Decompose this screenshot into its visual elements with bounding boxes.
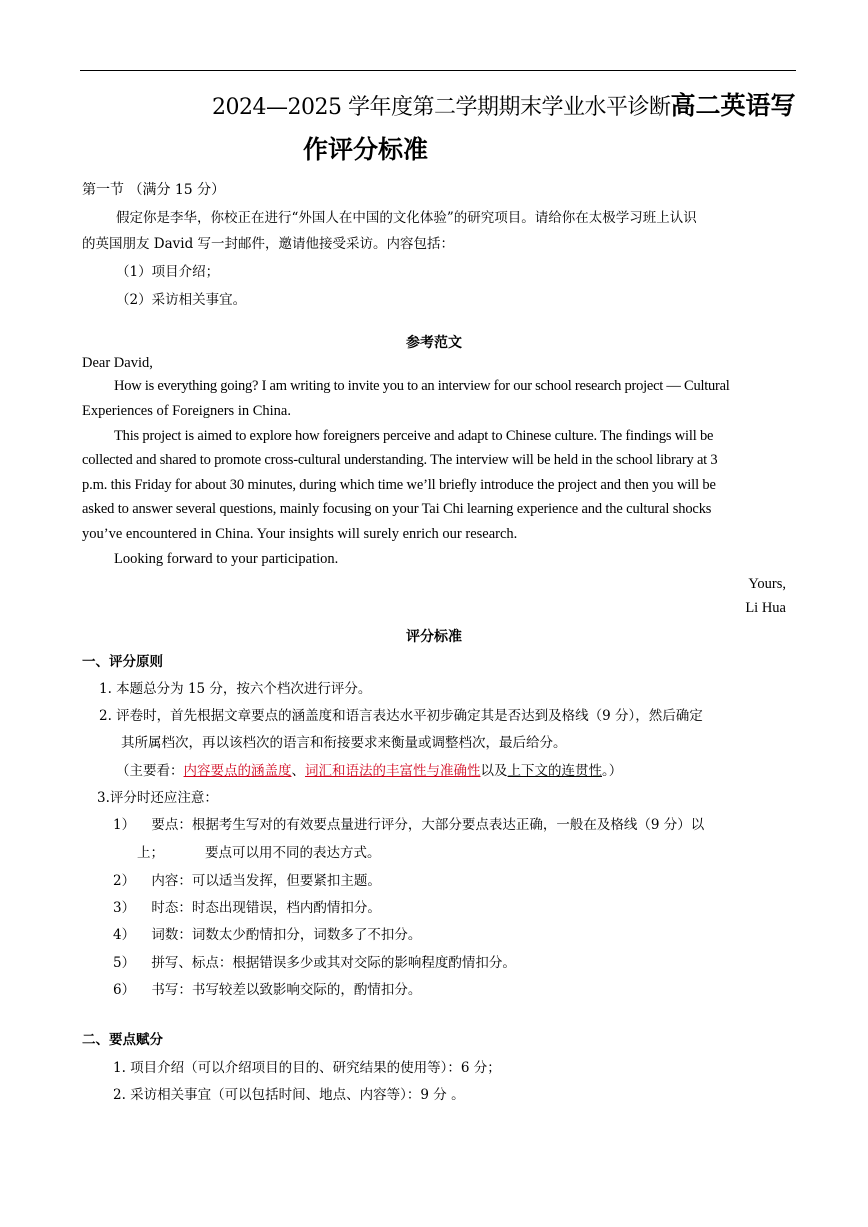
letter-greeting: Dear David, <box>82 355 153 371</box>
prompt-line-2: 的英国朋友 David 写一封邮件，邀请他接受采访。内容包括： <box>82 236 455 252</box>
section-label: 第一节 （满分 15 分） <box>82 182 226 198</box>
item-number: 5） <box>113 955 136 971</box>
letter-signature: Li Hua <box>745 600 786 616</box>
item-text: 词数：词数太少酌情扣分，词数多了不扣分。 <box>151 927 422 943</box>
item-text: 书写：书写较差以致影响交际的，酌情扣分。 <box>151 982 422 998</box>
scoring-point-1: 1. 项目介绍（可以介绍项目的目的、研究结果的使用等）：6 分； <box>113 1060 501 1076</box>
letter-p3: Looking forward to your participation. <box>114 551 339 567</box>
letter-p1-line-2: Experiences of Foreigners in China. <box>82 403 291 419</box>
rule-2-line-1: 2. 评卷时，首先根据文章要点的涵盖度和语言表达水平初步确定其是否达到及格线（9 分），然后确定 <box>99 708 703 724</box>
note-item-3 <box>113 896 381 916</box>
principles-title: 一、评分原则 <box>82 654 163 670</box>
note-coverage: 内容要点的涵盖度 <box>183 763 292 779</box>
letter-closing: Yours, <box>748 576 786 592</box>
note-item-2 <box>113 869 381 889</box>
content-point-2: （2）采访相关事宜。 <box>116 292 247 308</box>
note-richness-accuracy: 词汇和语法的丰富性与准确性 <box>305 763 481 779</box>
item-text: 要点：根据考生写对的有效要点量进行评分，大部分要点表达正确，一般在及格线（9 分）以 <box>151 817 705 833</box>
scoring-points-title: 二、要点赋分 <box>82 1032 163 1048</box>
page-title <box>212 86 796 122</box>
header-rule <box>80 70 796 71</box>
title-part-1: 2024—2025 学年度第二学期期末学业水平诊断 <box>212 95 671 120</box>
letter-p2-line-4: asked to answer several questions, mainly focusing on your Tai Chi learning experience and the cultural shocks <box>82 501 712 517</box>
rule-2-line-2: 其所属档次，再以该档次的语言和衔接要求来衡量或调整档次，最后给分。 <box>121 735 567 751</box>
item-number: 2） <box>113 873 136 889</box>
item-text: 内容：可以适当发挥，但要紧扣主题。 <box>151 873 381 889</box>
letter-p2-line-3: p.m. this Friday for about 30 minutes, during which time we’ll briefly introduce the project and then you will be <box>82 477 716 493</box>
item-number: 4） <box>113 927 136 943</box>
criteria-heading: 评分标准 <box>406 629 462 645</box>
key-focus-note <box>116 759 622 779</box>
note-coherence: 上下文的连贯性 <box>507 763 602 779</box>
letter-p1-line-1: How is everything going? I am writing to invite you to an interview for our school research project — Cultural <box>114 378 730 394</box>
note-separator: 、 <box>291 763 305 779</box>
note-item-6 <box>113 978 421 998</box>
note-item-4 <box>113 923 421 943</box>
content-point-1: （1）项目介绍； <box>116 264 220 280</box>
note-close: 。） <box>602 763 623 779</box>
item-number: 6） <box>113 982 136 998</box>
item-text: 拼写、标点：根据错误多少或其对交际的影响程度酌情扣分。 <box>151 955 516 971</box>
scoring-point-2: 2. 采访相关事宜（可以包括时间、地点、内容等）：9 分 。 <box>113 1087 465 1103</box>
item-number: 3） <box>113 900 136 916</box>
letter-p2-line-2: collected and shared to promote cross-cultural understanding. The interview will be held in the school library at 3 <box>82 452 718 468</box>
rule-1: 1. 本题总分为 15 分，按六个档次进行评分。 <box>99 681 372 697</box>
item-text: 时态：时态出现错误，档内酌情扣分。 <box>151 900 381 916</box>
note-open: （主要看： <box>116 763 184 779</box>
letter-p2-line-5: you’ve encountered in China. Your insights will surely enrich our research. <box>82 526 518 542</box>
note-item-5 <box>113 951 516 971</box>
note-item-1 <box>113 813 704 833</box>
page-title-line-2: 作评分标准 <box>303 135 429 164</box>
item-number: 1） <box>113 817 136 833</box>
letter-p2-line-1: This project is aimed to explore how foreigners perceive and adapt to Chinese culture. The findings will be <box>114 428 714 444</box>
title-part-2: 高二英语写 <box>670 91 796 120</box>
note-and: 以及 <box>480 763 508 779</box>
sample-heading: 参考范文 <box>406 335 462 351</box>
note-item-1-cont-b: 要点可以用不同的表达方式。 <box>205 845 381 861</box>
note-item-1-cont-a: 上； <box>137 845 164 861</box>
prompt-line-1: 假定你是李华，你校正在进行“外国人在中国的文化体验”的研究项目。请给你在太极学习班上认识 <box>116 210 697 226</box>
rule-3: 3.评分时还应注意： <box>97 790 218 806</box>
